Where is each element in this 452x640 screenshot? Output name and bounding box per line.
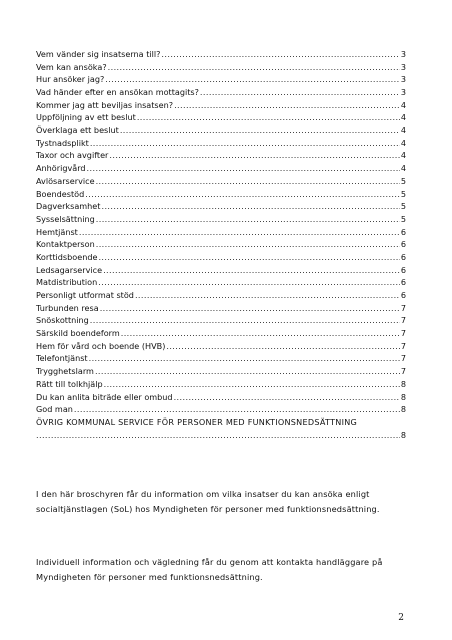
toc-entry-title: Telefontjänst [36,353,88,364]
toc-dot-leader [100,302,400,315]
toc-entry-page: 7 [400,302,406,313]
toc-dot-leader [74,403,400,416]
toc-entry-title: Särskild boendeform [36,328,120,339]
toc-entry-title: Vem kan ansöka? [36,61,107,72]
toc-dot-leader [89,352,400,365]
toc-dot-leader [174,391,400,404]
toc-entry-page: 7 [400,366,406,377]
toc-entry-page: 4 [400,163,406,174]
toc-entry[interactable] [36,327,406,340]
toc-entry[interactable] [36,302,406,315]
toc-entry-title: Ledsagarservice [36,264,103,275]
toc-entry[interactable] [36,48,406,61]
toc-entry-title: Vem vänder sig insatserna till? [36,48,161,59]
toc-dot-leader [109,149,399,162]
toc-entry[interactable] [36,200,406,213]
toc-entry[interactable] [36,86,406,99]
toc-entry-page: 7 [400,315,406,326]
toc-dot-leader [96,213,400,226]
toc-entry-title: Snöskottning [36,315,89,326]
toc-dot-leader [36,429,400,442]
toc-entry-title: Dagverksamhet [36,201,101,212]
toc-entry-title: Matdistribution [36,277,98,288]
toc-entry-page: 4 [400,99,406,110]
contact-paragraph: Individuell information och vägledning får du genom att kontakta handläggare på Myndigheten för personer med funktionsnedsättning. [36,557,383,582]
toc-entry-page: 5 [400,188,406,199]
toc-entry-title: Kommer jag att beviljas insatsen? [36,99,174,110]
toc-entry-page: 4 [400,112,406,123]
table-of-contents [36,48,406,441]
toc-entry-title: Tystnadsplikt [36,137,89,148]
toc-entry[interactable] [36,238,406,251]
toc-dot-leader [98,276,400,289]
toc-entry-title: Boendestöd [36,188,85,199]
toc-entry-title: Överklaga ett beslut [36,125,119,136]
toc-dot-leader [174,99,400,112]
toc-entry-title: Korttidsboende [36,251,98,262]
toc-entry[interactable] [36,314,406,327]
toc-dot-leader [90,137,400,150]
toc-entry-page: 4 [400,150,406,161]
toc-entry[interactable] [36,99,406,112]
toc-entry-page: 5 [400,175,406,186]
toc-entry-title: Vad händer efter en ansökan mottagits? [36,87,199,98]
toc-entry[interactable] [36,124,406,137]
toc-dot-leader [98,251,399,264]
toc-entry[interactable] [36,429,406,442]
toc-entry-page: 6 [400,277,406,288]
toc-entry[interactable] [36,150,406,163]
toc-entry[interactable] [36,111,406,124]
toc-dot-leader [96,238,400,251]
toc-entry[interactable] [36,340,406,353]
toc-entry-page: 4 [400,137,406,148]
toc-entry-page: 7 [400,340,406,351]
toc-dot-leader [104,378,400,391]
toc-entry-page: 3 [400,61,406,72]
intro-paragraph: I den här broschyren får du information om vilka insatser du kan ansöka enligt socialtjänstlagen (SoL) hos Myndigheten för personer med funktionsnedsättning. [36,489,380,514]
toc-entry-page: 6 [400,239,406,250]
toc-entry-title: Uppföljning av ett beslut [36,112,136,123]
toc-entry-title: God man [36,404,73,415]
toc-entry[interactable] [36,378,406,391]
toc-entry-title: Kontaktperson [36,239,95,250]
toc-entry-title[interactable]: ÖVRIG KOMMUNAL SERVICE FÖR PERSONER MED FUNKTIONSNEDSÄTTNING [36,416,358,427]
toc-entry-title: Turbunden resa [36,302,99,313]
toc-dot-leader [95,365,400,378]
toc-entry[interactable] [36,137,406,150]
toc-entry-page: 3 [400,48,406,59]
toc-entry[interactable] [36,403,406,416]
toc-entry-title: Rätt till tolkhjälp [36,378,103,389]
toc-entry-title: Hur ansöker jag? [36,74,105,85]
toc-dot-leader [166,340,399,353]
toc-entry-title: Hemtjänst [36,226,78,237]
toc-entry[interactable] [36,162,406,175]
toc-dot-leader [161,48,399,61]
toc-entry-title: Personligt utformat stöd [36,290,134,301]
toc-dot-leader [79,226,400,239]
toc-dot-leader [200,86,400,99]
toc-entry-page: 6 [400,251,406,262]
toc-entry[interactable] [36,175,406,188]
toc-entry[interactable] [36,226,406,239]
toc-entry-title: Anhörigvård [36,163,86,174]
page-number: 2 [398,613,404,623]
toc-entry-page: 6 [400,226,406,237]
toc-entry-title: Taxor och avgifter [36,150,109,161]
toc-dot-leader [85,188,400,201]
toc-entry-page: 7 [400,328,406,339]
toc-entry-title: Du kan anlita biträde eller ombud [36,391,173,402]
toc-entry-page: 8 [400,391,406,402]
toc-entry-title: Hem för vård och boende (HVB) [36,340,166,351]
toc-dot-leader [135,289,400,302]
toc-entry[interactable] [36,264,406,277]
toc-entry[interactable] [36,391,406,404]
toc-entry-page: 3 [400,87,406,98]
toc-entry-page: 8 [400,429,406,440]
toc-dot-leader [90,314,400,327]
toc-dot-leader [137,111,400,124]
toc-entry[interactable] [36,213,406,226]
toc-entry[interactable] [36,365,406,378]
toc-entry-page: 7 [400,353,406,364]
toc-entry-title: Sysselsättning [36,213,95,224]
toc-entry[interactable] [36,251,406,264]
toc-dot-leader [121,327,400,340]
toc-dot-leader [87,162,400,175]
toc-entry-page: 5 [400,201,406,212]
toc-dot-leader [101,200,399,213]
toc-entry-title: Avlösarservice [36,175,95,186]
toc-dot-leader [105,73,400,86]
toc-entry-page: 8 [400,404,406,415]
toc-dot-leader [103,264,400,277]
toc-entry-page: 5 [400,213,406,224]
toc-dot-leader [120,124,400,137]
toc-entry[interactable] [36,61,406,74]
toc-entry-page: 6 [400,290,406,301]
toc-dot-leader [96,175,400,188]
toc-entry-page: 4 [400,125,406,136]
toc-entry[interactable] [36,276,406,289]
toc-entry-page: 6 [400,264,406,275]
toc-dot-leader [108,61,400,74]
toc-entry-page: 3 [400,74,406,85]
toc-entry[interactable] [36,73,406,86]
toc-entry[interactable] [36,289,406,302]
toc-entry[interactable] [36,353,406,366]
toc-entry[interactable] [36,188,406,201]
toc-entry-page: 8 [400,378,406,389]
toc-entry-title: Trygghetslarm [36,366,94,377]
